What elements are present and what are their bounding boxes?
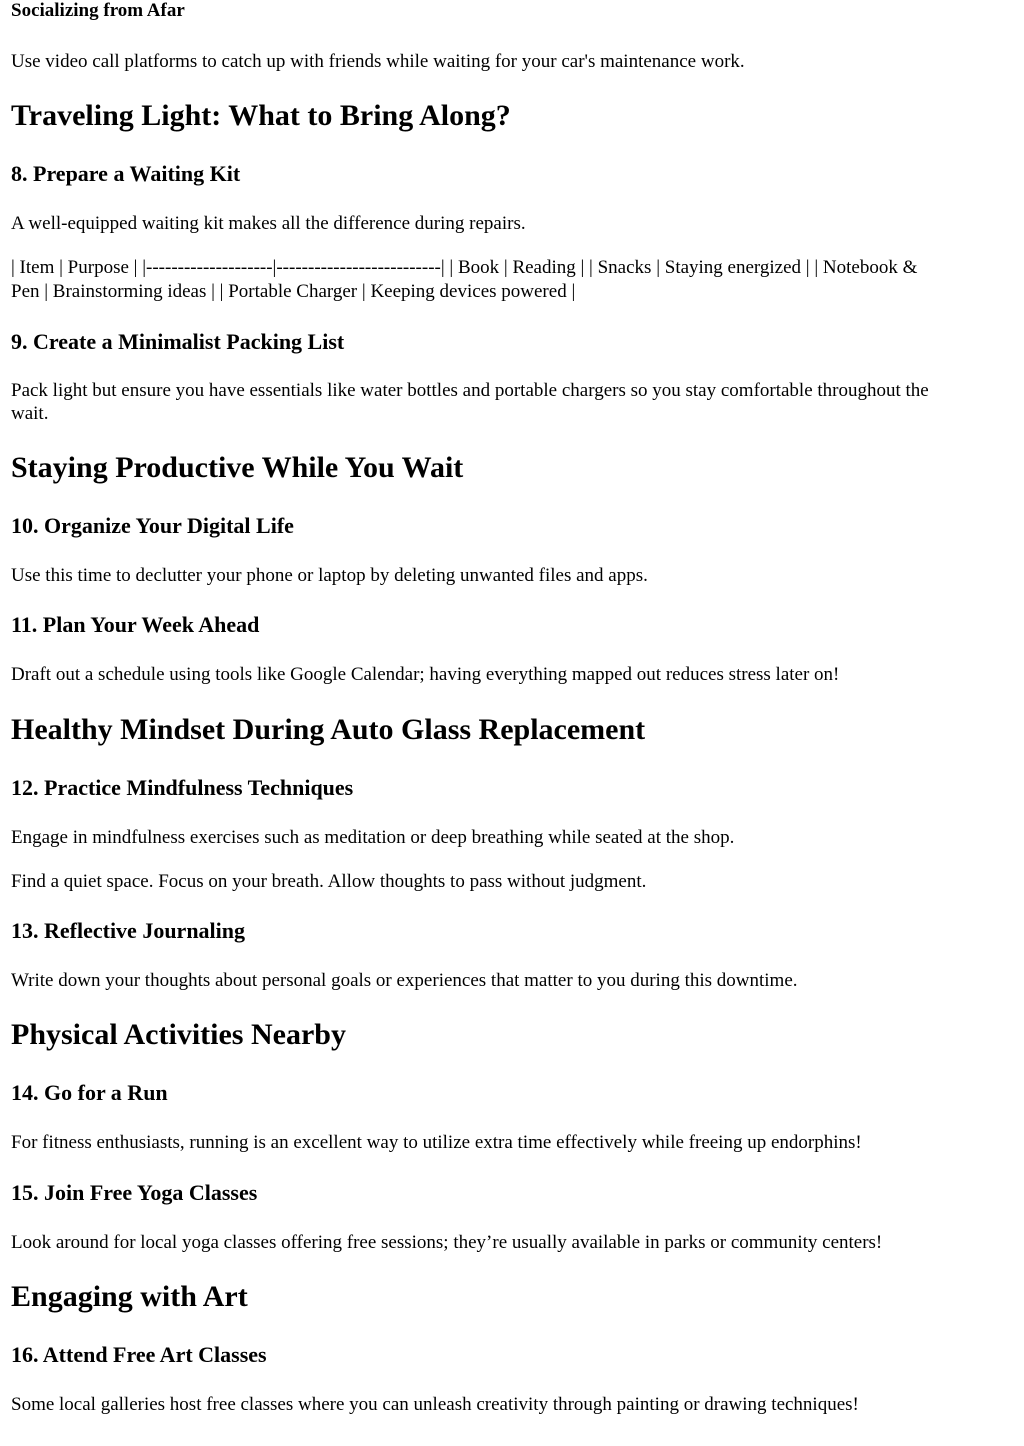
item8-table-line1: | Item | Purpose | |--------------------|--------------------------| | Book | Reading | | Snacks | Staying energized | | Notebook & — [11, 257, 918, 278]
mindset-heading: Healthy Mindset During Auto Glass Replacement — [11, 713, 646, 746]
item14-text: For fitness enthusiasts, running is an excellent way to utilize extra time effectively while freeing up endorphins! — [11, 1132, 862, 1153]
item12-text2: Find a quiet space. Focus on your breath. Allow thoughts to pass without judgment. — [11, 871, 647, 892]
art-heading: Engaging with Art — [11, 1280, 248, 1313]
item9-heading: 9. Create a Minimalist Packing List — [11, 329, 345, 354]
socializing-heading: Socializing from Afar — [11, 0, 185, 21]
item16-heading: 16. Attend Free Art Classes — [11, 1342, 267, 1367]
item9-text-line2: wait. — [11, 403, 49, 424]
item8-heading: 8. Prepare a Waiting Kit — [11, 161, 241, 186]
traveling-heading: Traveling Light: What to Bring Along? — [11, 99, 511, 132]
physical-heading: Physical Activities Nearby — [11, 1018, 346, 1051]
item10-heading: 10. Organize Your Digital Life — [11, 513, 294, 538]
item11-text: Draft out a schedule using tools like Google Calendar; having everything mapped out reduces stress later on! — [11, 664, 840, 685]
item9-text-line1: Pack light but ensure you have essentials like water bottles and portable chargers so you stay comfortable throughout the — [11, 380, 929, 401]
item16-text: Some local galleries host free classes where you can unleash creativity through painting or drawing techniques! — [11, 1394, 859, 1415]
item12-text1: Engage in mindfulness exercises such as meditation or deep breathing while seated at the shop. — [11, 827, 735, 848]
item12-heading: 12. Practice Mindfulness Techniques — [11, 775, 354, 800]
item13-heading: 13. Reflective Journaling — [11, 918, 246, 943]
productive-heading: Staying Productive While You Wait — [11, 451, 464, 484]
item11-heading: 11. Plan Your Week Ahead — [11, 612, 260, 637]
item8-table-line2: Pen | Brainstorming ideas | | Portable Charger | Keeping devices powered | — [11, 281, 576, 302]
item13-text: Write down your thoughts about personal goals or experiences that matter to you during this downtime. — [11, 970, 798, 991]
item15-heading: 15. Join Free Yoga Classes — [11, 1180, 258, 1205]
item8-text: A well-equipped waiting kit makes all the difference during repairs. — [11, 213, 526, 234]
item10-text: Use this time to declutter your phone or laptop by deleting unwanted files and apps. — [11, 565, 648, 586]
item14-heading: 14. Go for a Run — [11, 1080, 168, 1105]
item15-text: Look around for local yoga classes offering free sessions; they’re usually available in parks or community centers! — [11, 1232, 883, 1253]
socializing-text: Use video call platforms to catch up with friends while waiting for your car's maintenance work. — [11, 51, 745, 72]
